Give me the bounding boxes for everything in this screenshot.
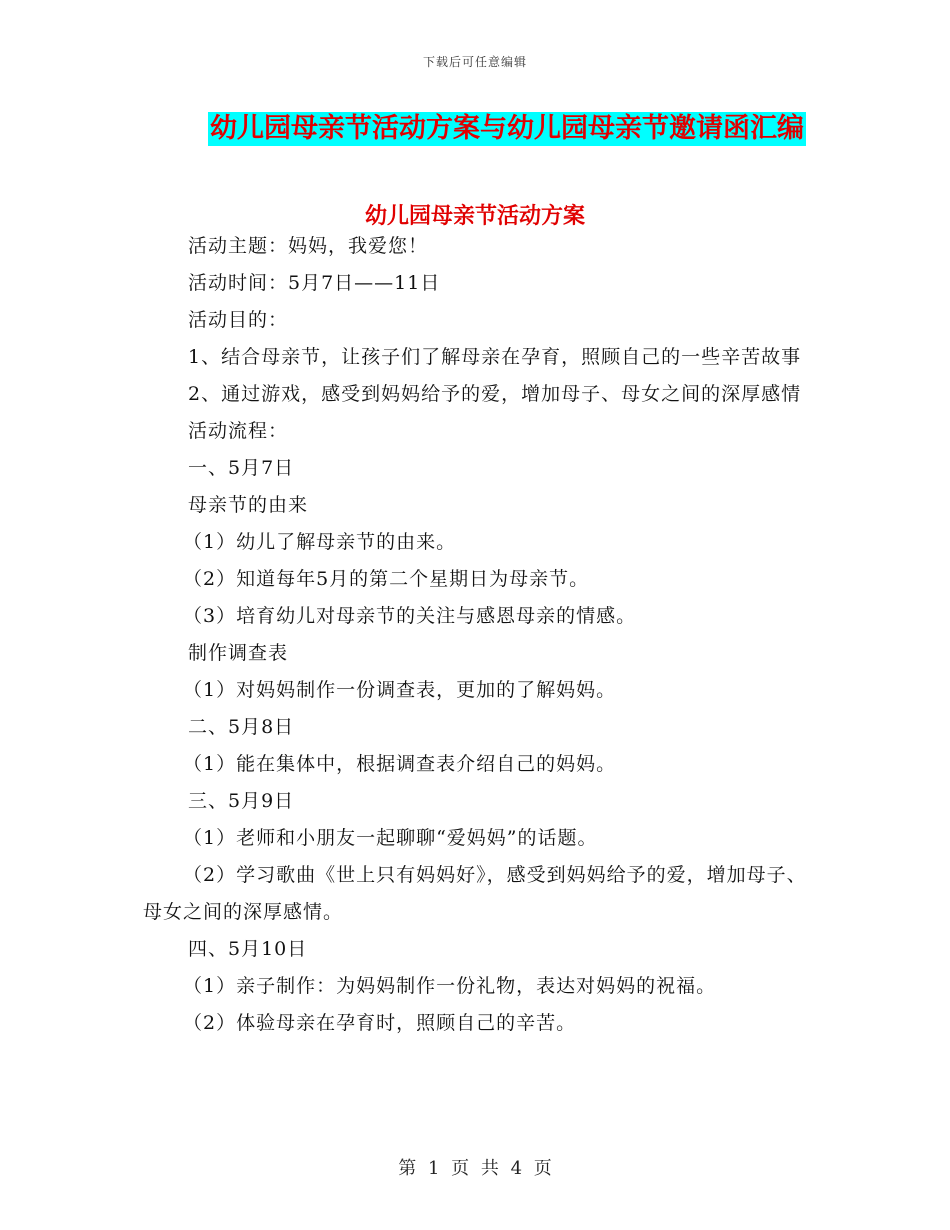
paragraph-origin-2: （2）知道每年5月的第二个星期日为母亲节。 (183, 568, 590, 590)
paragraph-day-3: 三、5月9日 (188, 790, 295, 812)
paragraph-time: 活动时间：5月7日——11日 (188, 272, 441, 294)
paragraph-survey-heading: 制作调查表 (188, 642, 289, 664)
paragraph-origin-3: （3）培育幼儿对母亲节的关注与感恩母亲的情感。 (183, 605, 637, 627)
paragraph-day-3-item-1: （1）老师和小朋友一起聊聊“爱妈妈”的话题。 (183, 827, 598, 849)
section-title: 幼儿园母亲节活动方案 (364, 204, 585, 229)
paragraph-survey-1: （1）对妈妈制作一份调查表，更加的了解妈妈。 (183, 679, 617, 701)
paragraph-goal-1: 1、结合母亲节，让孩子们了解母亲在孕育，照顾自己的一些辛苦故事 (188, 346, 802, 368)
paragraph-theme: 活动主题：妈妈，我爱您！ (188, 235, 429, 257)
paragraph-day-1: 一、5月7日 (188, 457, 295, 479)
paragraph-day-3-item-2: （2）学习歌曲《世上只有妈妈好》，感受到妈妈给予的爱，增加母子、母女之间的深厚感情。 (143, 864, 807, 923)
paragraph-day-2: 二、5月8日 (188, 716, 295, 738)
paragraph-day-4-item-1: （1）亲子制作：为妈妈制作一份礼物，表达对妈妈的祝福。 (183, 975, 717, 997)
page-footer: 第 1 页 共 4 页 (398, 1158, 552, 1179)
paragraph-goal-heading: 活动目的： (188, 309, 289, 331)
paragraph-day-4-item-2: （2）体验母亲在孕育时，照顾自己的辛苦。 (183, 1012, 577, 1034)
paragraph-process-heading: 活动流程： (188, 420, 289, 442)
header-note: 下载后可任意编辑 (422, 55, 527, 69)
paragraph-goal-2: 2、通过游戏，感受到妈妈给予的爱，增加母子、母女之间的深厚感情 (188, 383, 802, 405)
paragraph-origin-heading: 母亲节的由来 (188, 494, 309, 516)
body-text (143, 228, 808, 1042)
paragraph-origin-1: （1）幼儿了解母亲节的由来。 (183, 531, 457, 553)
paragraph-day-2-item-1: （1）能在集体中，根据调查表介绍自己的妈妈。 (183, 753, 617, 775)
main-title: 幼儿园母亲节活动方案与幼儿园母亲节邀请函汇编 (210, 113, 804, 144)
paragraph-day-4: 四、5月10日 (188, 938, 308, 960)
